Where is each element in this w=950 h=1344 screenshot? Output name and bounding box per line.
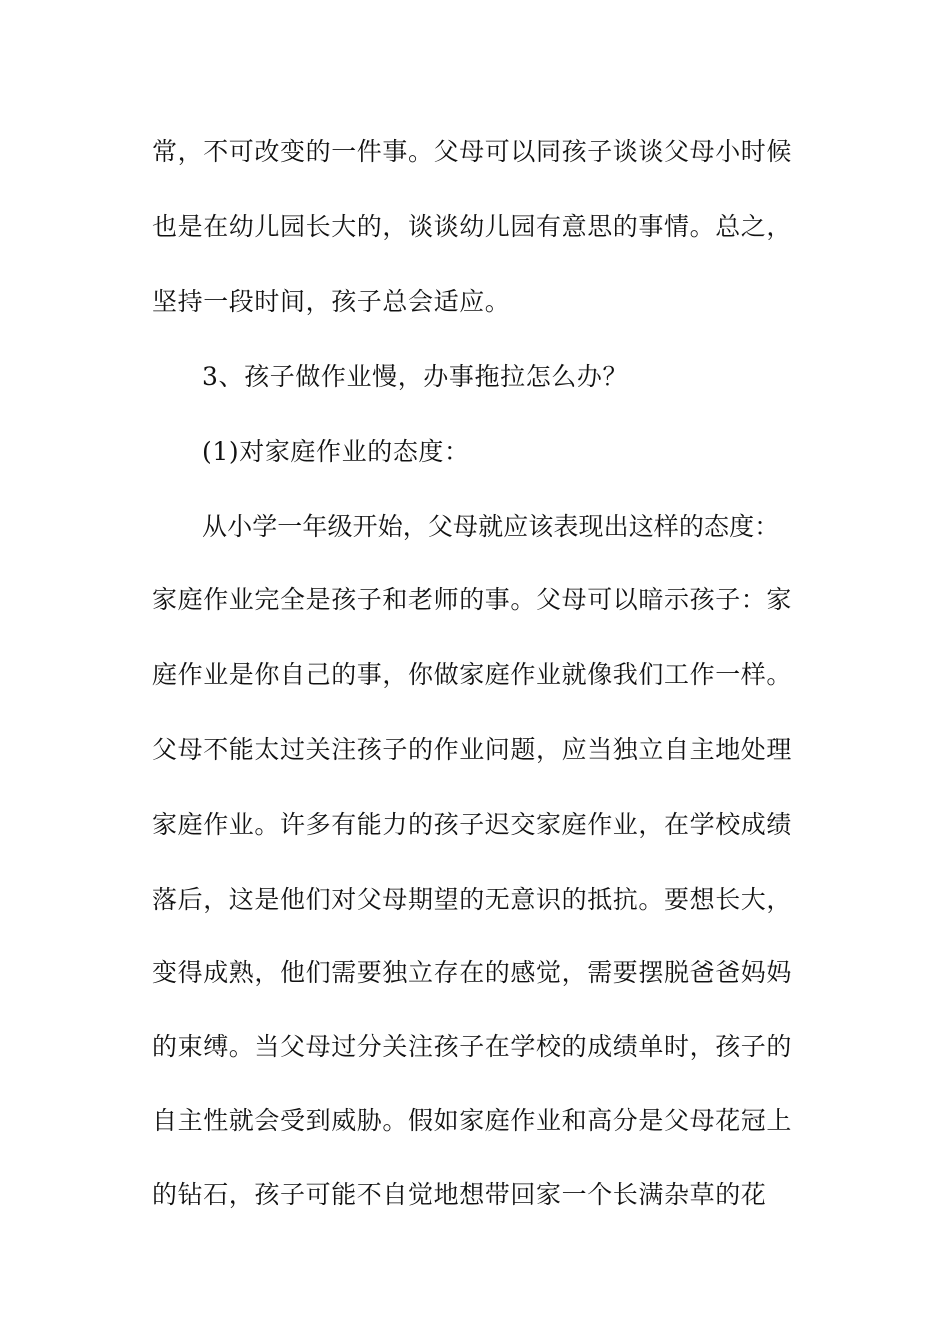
subsection-heading: (1)对家庭作业的态度： xyxy=(202,437,470,466)
text-line: 家庭作业。许多有能力的孩子迟交家庭作业，在学校成绩 xyxy=(152,810,793,839)
text-line: 的束缚。当父母过分关注孩子在学校的成绩单时，孩子的 xyxy=(152,1032,793,1061)
text-line: 自主性就会受到威胁。假如家庭作业和高分是父母花冠上 xyxy=(152,1106,793,1135)
text-line: 也是在幼儿园长大的，谈谈幼儿园有意思的事情。总之， xyxy=(152,212,793,241)
text-line: 变得成熟，他们需要独立存在的感觉，需要摆脱爸爸妈妈 xyxy=(152,958,793,987)
paragraph-first-line: 从小学一年级开始，父母就应该表现出这样的态度： xyxy=(202,512,780,541)
text-line: 落后，这是他们对父母期望的无意识的抵抗。要想长大， xyxy=(152,885,793,914)
text-line: 常，不可改变的一件事。父母可以同孩子谈谈父母小时候 xyxy=(152,137,793,166)
text-line: 的钻石，孩子可能不自觉地想带回家一个长满杂草的花 xyxy=(152,1180,767,1209)
text-line: 坚持一段时间，孩子总会适应。 xyxy=(152,287,511,316)
text-line: 家庭作业完全是孩子和老师的事。父母可以暗示孩子：家 xyxy=(152,585,793,614)
text-line: 父母不能太过关注孩子的作业问题，应当独立自主地处理 xyxy=(152,735,793,764)
text-line: 庭作业是你自己的事，你做家庭作业就像我们工作一样。 xyxy=(152,660,793,689)
section-heading: 3、孩子做作业慢，办事拖拉怎么办？ xyxy=(202,362,629,391)
